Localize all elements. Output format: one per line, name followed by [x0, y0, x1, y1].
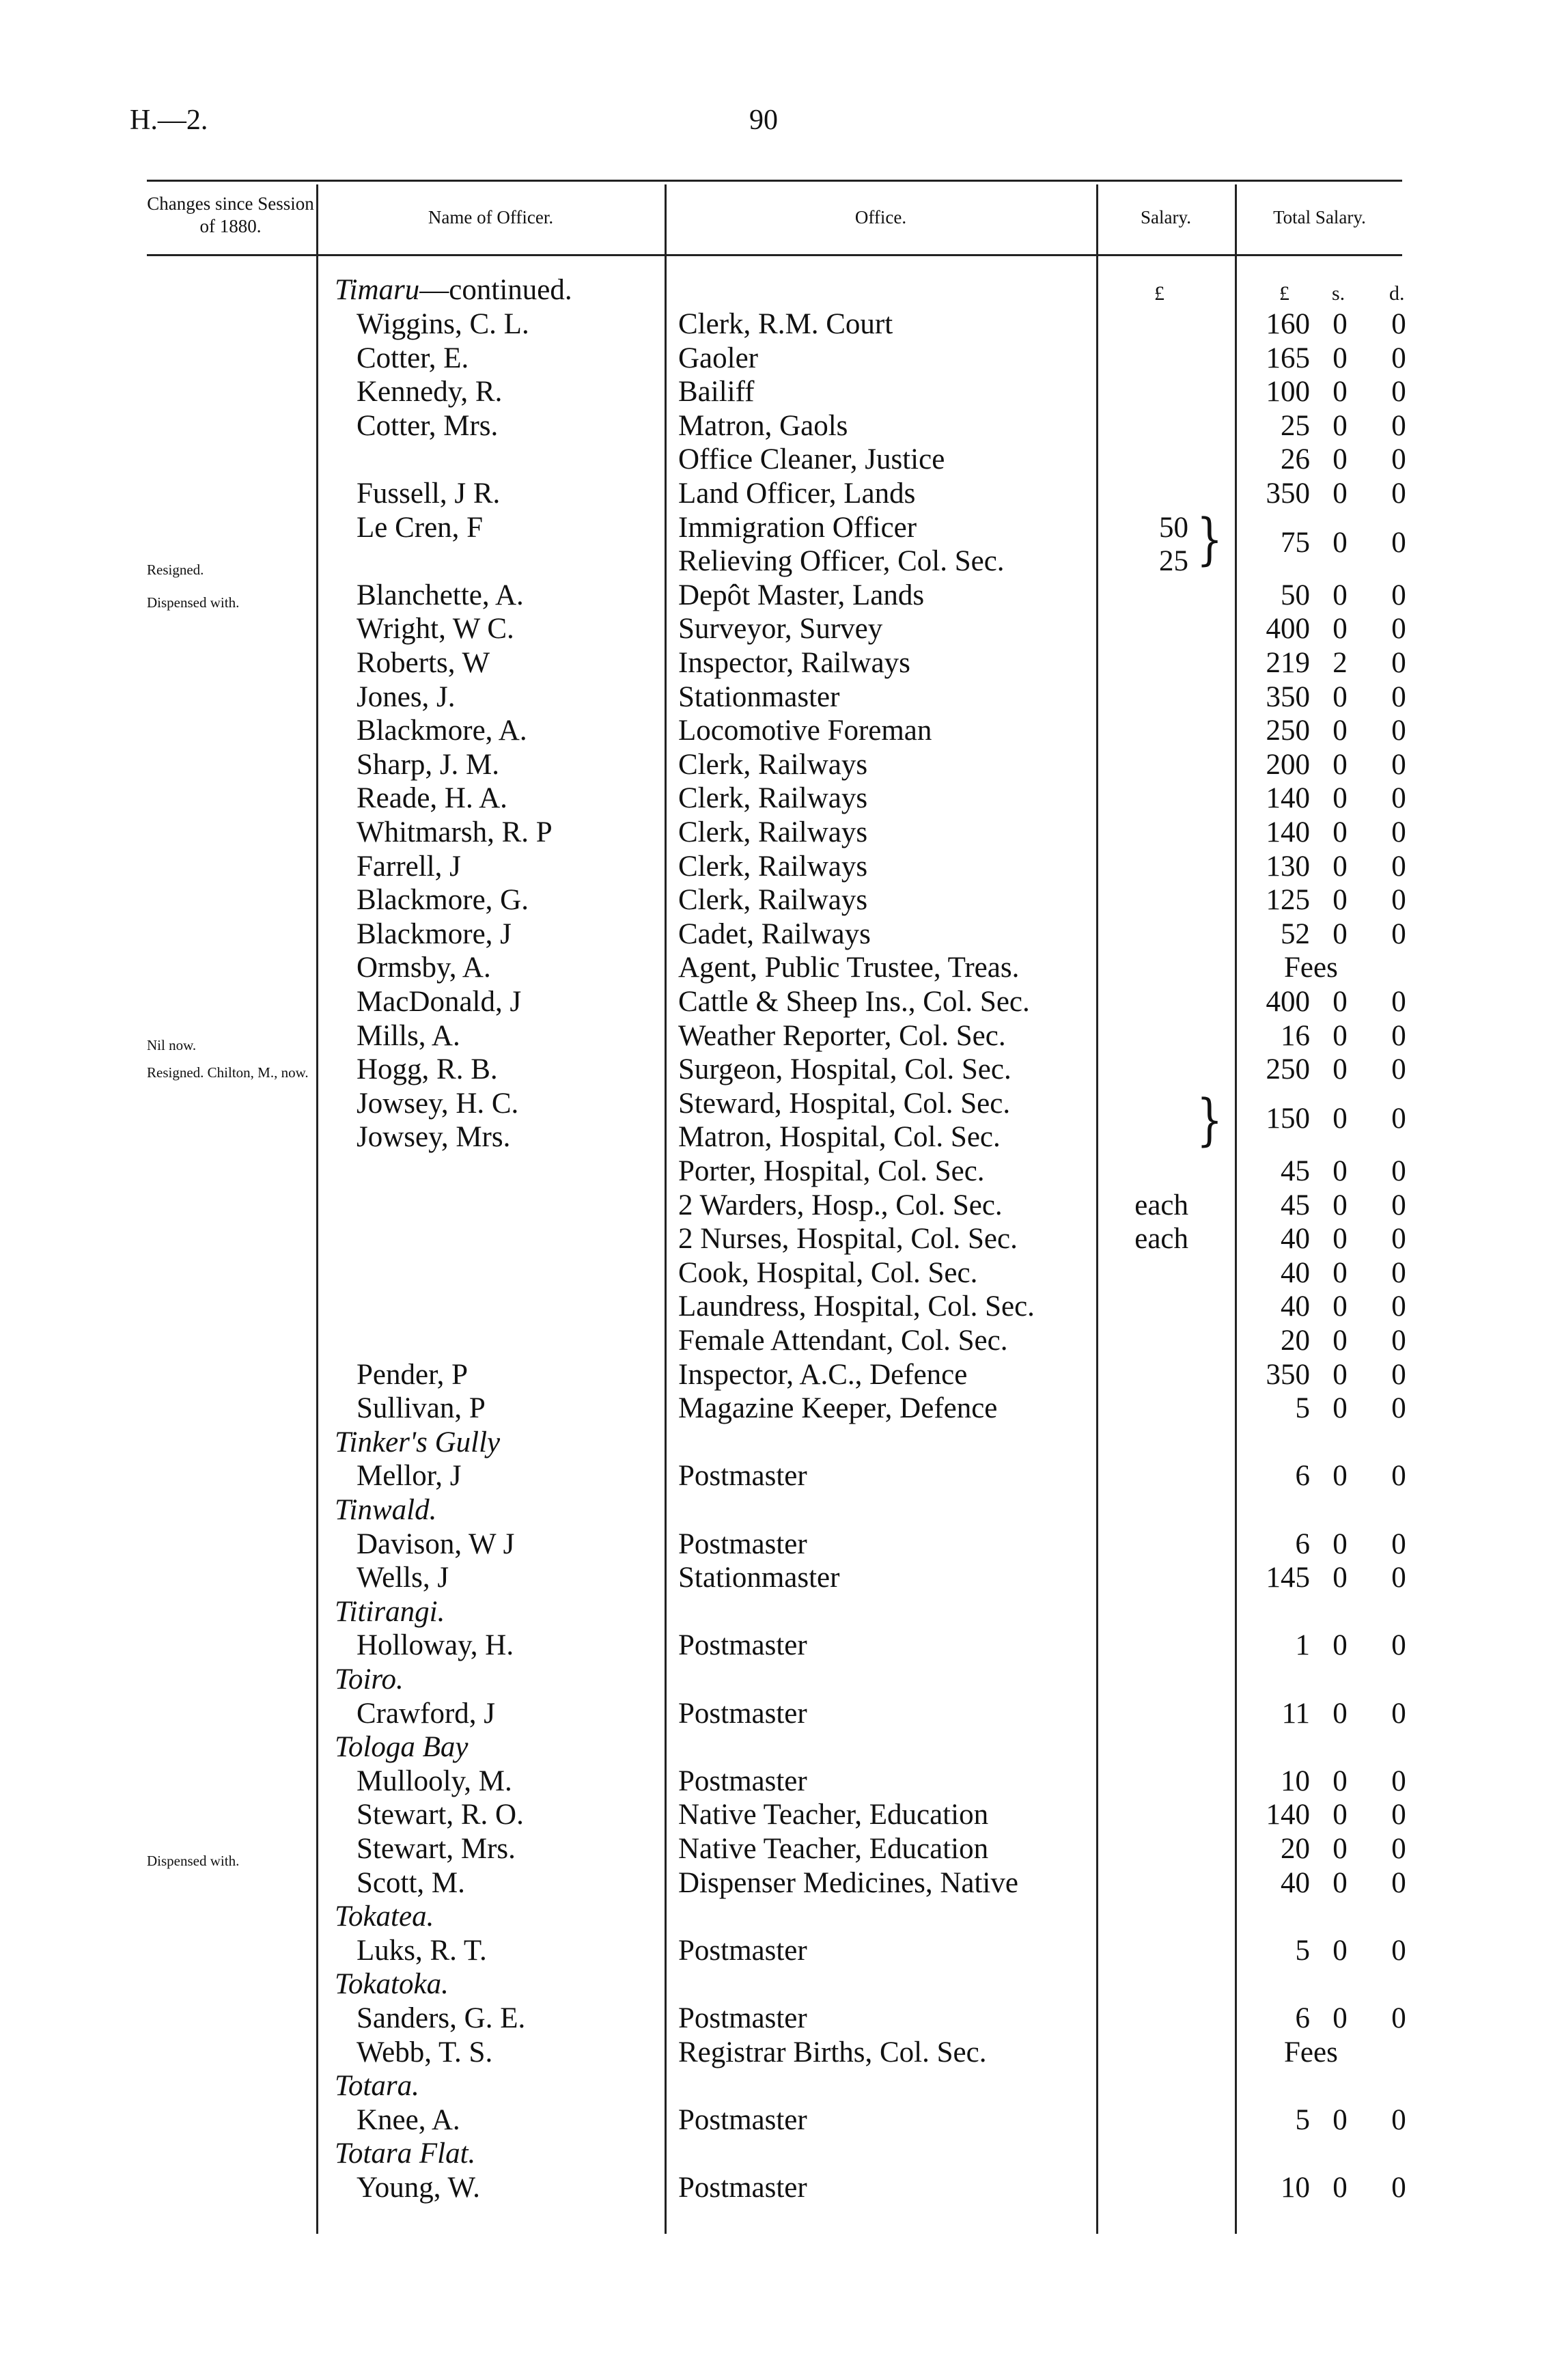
office-title: Matron, Hospital, Col. Sec. [678, 1121, 1001, 1153]
officer-name: Wells, J [357, 1562, 449, 1594]
office-title: Cadet, Railways [678, 918, 871, 950]
location-heading: Tinker's Gully [335, 1426, 501, 1458]
office-title: Postmaster [678, 1765, 807, 1797]
total-pounds: 219 [1266, 647, 1310, 679]
total-pounds: 5 [1295, 2104, 1310, 2136]
officer-name: Blackmore, J [357, 918, 512, 950]
total-pence: 0 [1391, 376, 1406, 408]
total-shillings: 0 [1332, 1562, 1348, 1594]
total-pence: 0 [1391, 342, 1406, 374]
office-title: Land Officer, Lands [678, 478, 916, 510]
total-pounds: 10 [1281, 2172, 1310, 2204]
total-pounds: 350 [1266, 681, 1310, 713]
total-pence: 0 [1391, 2172, 1406, 2204]
officer-name: Mills, A. [357, 1020, 460, 1052]
total-shillings: 0 [1332, 1053, 1348, 1085]
location-suffix: —continued. [419, 274, 572, 306]
office-title: Stationmaster [678, 681, 840, 713]
total-pounds: 200 [1266, 749, 1310, 781]
officer-name: Reade, H. A. [357, 782, 507, 814]
total-pounds: 250 [1266, 715, 1310, 747]
total-pounds: 5 [1295, 1392, 1310, 1424]
brace-le-cren: } [1197, 507, 1223, 572]
total-pounds: 40 [1281, 1223, 1310, 1255]
location-heading: Tinwald. [335, 1494, 437, 1526]
total-pounds: 350 [1266, 1359, 1310, 1391]
officer-name: Luks, R. T. [357, 1935, 487, 1967]
total-pence: 0 [1391, 1359, 1406, 1391]
total-pence: 0 [1391, 443, 1406, 475]
total-fees: Fees [1284, 2036, 1338, 2068]
total-shillings: 0 [1332, 715, 1348, 747]
total-pence: 0 [1391, 2104, 1406, 2136]
note-resigned-chilton: Resigned. Chilton, M., now. [147, 1064, 309, 1081]
office-title: Postmaster [678, 2172, 807, 2204]
total-pounds: 125 [1266, 884, 1310, 916]
total-shillings: 0 [1332, 527, 1348, 559]
total-pounds: 250 [1266, 1053, 1310, 1085]
total-pence: 0 [1391, 1290, 1406, 1323]
total-pence: 0 [1391, 681, 1406, 713]
col-rule-1 [316, 184, 318, 2234]
total-pounds: 20 [1281, 1833, 1310, 1865]
total-pounds: 75 [1281, 527, 1310, 559]
total-shillings: 0 [1332, 1290, 1348, 1323]
total-pounds: 11 [1281, 1698, 1310, 1730]
total-pounds: 26 [1281, 443, 1310, 475]
office-title: Postmaster [678, 1528, 807, 1560]
office-title: Surgeon, Hospital, Col. Sec. [678, 1053, 1011, 1085]
officer-name: Jowsey, Mrs. [357, 1121, 511, 1153]
total-pence: 0 [1391, 308, 1406, 340]
header-name: Name of Officer. [428, 207, 554, 227]
total-shillings: 0 [1332, 1189, 1348, 1221]
total-pounds: 45 [1281, 1155, 1310, 1187]
total-shillings: 0 [1332, 884, 1348, 916]
col-rule-3 [1096, 184, 1098, 2234]
office-title: Office Cleaner, Justice [678, 443, 945, 475]
note-dispensed-with-2: Dispensed with. [147, 1853, 240, 1869]
officer-name: Blackmore, G. [357, 884, 529, 916]
total-pounds: 40 [1281, 1290, 1310, 1323]
total-shillings: 0 [1332, 478, 1348, 510]
unit-total-pound: £ [1279, 282, 1289, 305]
office-title: Inspector, Railways [678, 647, 910, 679]
total-pence: 0 [1391, 1103, 1406, 1135]
total-pounds: 145 [1266, 1562, 1310, 1594]
office-title: Clerk, Railways [678, 782, 868, 814]
unit-pence: d. [1389, 282, 1405, 305]
location-heading: Toiro. [335, 1663, 404, 1696]
total-pence: 0 [1391, 2002, 1406, 2034]
total-pence: 0 [1391, 918, 1406, 950]
note-resigned: Resigned. [147, 562, 204, 578]
total-pence: 0 [1391, 749, 1406, 781]
total-shillings: 0 [1332, 681, 1348, 713]
office-title: Agent, Public Trustee, Treas. [678, 952, 1020, 984]
total-pounds: 6 [1295, 2002, 1310, 2034]
total-pence: 0 [1391, 1935, 1406, 1967]
total-pounds: 52 [1281, 918, 1310, 950]
officer-name: Stewart, R. O. [357, 1799, 524, 1831]
total-pounds: 350 [1266, 478, 1310, 510]
total-pounds: 10 [1281, 1765, 1310, 1797]
office-title: Cattle & Sheep Ins., Col. Sec. [678, 986, 1030, 1018]
officer-name: Le Cren, F [357, 512, 484, 544]
office-title: Clerk, Railways [678, 850, 868, 883]
officer-name: Young, W. [357, 2172, 480, 2204]
total-pence: 0 [1391, 1053, 1406, 1085]
officer-name: Webb, T. S. [357, 2036, 493, 2068]
total-shillings: 0 [1332, 443, 1348, 475]
total-shillings: 0 [1332, 918, 1348, 950]
total-shillings: 0 [1332, 1155, 1348, 1187]
officer-name: Knee, A. [357, 2104, 460, 2136]
total-pence: 0 [1391, 1257, 1406, 1289]
officer-name: Hogg, R. B. [357, 1053, 498, 1085]
officer-name: Holloway, H. [357, 1629, 514, 1661]
total-pence: 0 [1391, 1460, 1406, 1492]
total-pounds: 400 [1266, 986, 1310, 1018]
total-pence: 0 [1391, 986, 1406, 1018]
total-pence: 0 [1391, 579, 1406, 611]
office-title: Gaoler [678, 342, 758, 374]
col-rule-4 [1235, 184, 1237, 2234]
salary-value: each [1134, 1223, 1188, 1255]
page-ref: H.—2. [130, 105, 208, 136]
total-shillings: 0 [1332, 986, 1348, 1018]
officer-name: Crawford, J [357, 1698, 496, 1730]
total-shillings: 0 [1332, 1020, 1348, 1052]
total-pence: 0 [1391, 816, 1406, 848]
total-shillings: 0 [1332, 376, 1348, 408]
total-pounds: 16 [1281, 1020, 1310, 1052]
total-pence: 0 [1391, 1765, 1406, 1797]
officer-name: Mellor, J [357, 1460, 462, 1492]
total-shillings: 0 [1332, 1935, 1348, 1967]
salary-value: 50 [1159, 512, 1188, 544]
total-pence: 0 [1391, 527, 1406, 559]
office-title: Immigration Officer [678, 512, 917, 544]
office-title: Clerk, Railways [678, 816, 868, 848]
total-pounds: 40 [1281, 1257, 1310, 1289]
officer-name: Cotter, Mrs. [357, 410, 499, 442]
office-title: Magazine Keeper, Defence [678, 1392, 998, 1424]
total-pence: 0 [1391, 478, 1406, 510]
location-heading: Tologa Bay [335, 1731, 469, 1763]
total-pounds: 5 [1295, 1935, 1310, 1967]
note-dispensed-with: Dispensed with. [147, 594, 240, 611]
total-pence: 0 [1391, 1325, 1406, 1357]
office-title: Native Teacher, Education [678, 1833, 989, 1865]
total-fees: Fees [1284, 952, 1338, 984]
office-title: Postmaster [678, 2104, 807, 2136]
total-pence: 0 [1391, 1392, 1406, 1424]
total-pounds: 40 [1281, 1867, 1310, 1899]
total-pence: 0 [1391, 715, 1406, 747]
header-total: Total Salary. [1273, 207, 1366, 227]
location-heading: Totara. [335, 2070, 419, 2102]
unit-salary-pound: £ [1154, 282, 1164, 305]
officer-name: Wiggins, C. L. [357, 308, 529, 340]
total-shillings: 0 [1332, 1257, 1348, 1289]
officer-name: Blackmore, A. [357, 715, 527, 747]
total-pounds: 160 [1266, 308, 1310, 340]
total-pence: 0 [1391, 1189, 1406, 1221]
office-title: Porter, Hospital, Col. Sec. [678, 1155, 985, 1187]
location-name: Timaru [335, 274, 420, 306]
officer-name: Fussell, J R. [357, 478, 501, 510]
office-title: Dispenser Medicines, Native [678, 1867, 1018, 1899]
total-pence: 0 [1391, 1833, 1406, 1865]
note-nil-now: Nil now. [147, 1037, 197, 1053]
header-bottom-rule [147, 254, 1402, 256]
total-shillings: 0 [1332, 782, 1348, 814]
location-heading: Tokatoka. [335, 1968, 449, 2000]
officer-name: Davison, W J [357, 1528, 515, 1560]
total-shillings: 0 [1332, 1833, 1348, 1865]
office-title: Depôt Master, Lands [678, 579, 925, 611]
page-number: 90 [749, 105, 778, 136]
total-shillings: 0 [1332, 749, 1348, 781]
officer-name: Pender, P [357, 1359, 469, 1391]
office-title: Postmaster [678, 1698, 807, 1730]
total-pounds: 45 [1281, 1189, 1310, 1221]
officer-name: Sanders, G. E. [357, 2002, 526, 2034]
total-shillings: 0 [1332, 1359, 1348, 1391]
total-shillings: 0 [1332, 1460, 1348, 1492]
total-shillings: 0 [1332, 1223, 1348, 1255]
total-pounds: 6 [1295, 1460, 1310, 1492]
total-shillings: 0 [1332, 1103, 1348, 1135]
officer-name: Blanchette, A. [357, 579, 524, 611]
total-shillings: 0 [1332, 342, 1348, 374]
total-shillings: 0 [1332, 579, 1348, 611]
office-title: 2 Warders, Hosp., Col. Sec. [678, 1189, 1003, 1221]
total-pounds: 50 [1281, 579, 1310, 611]
total-shillings: 0 [1332, 816, 1348, 848]
total-pounds: 20 [1281, 1325, 1310, 1357]
total-shillings: 0 [1332, 613, 1348, 645]
total-shillings: 0 [1332, 1799, 1348, 1831]
total-shillings: 0 [1332, 1392, 1348, 1424]
location-heading: Totara Flat. [335, 2137, 476, 2170]
total-shillings: 0 [1332, 2104, 1348, 2136]
office-title: 2 Nurses, Hospital, Col. Sec. [678, 1223, 1018, 1255]
total-pence: 0 [1391, 782, 1406, 814]
officer-name: Jowsey, H. C. [357, 1088, 519, 1120]
office-title: Steward, Hospital, Col. Sec. [678, 1088, 1011, 1120]
col-rule-2 [665, 184, 667, 2234]
officer-name: Farrell, J [357, 850, 461, 883]
total-pence: 0 [1391, 1698, 1406, 1730]
total-pence: 0 [1391, 1799, 1406, 1831]
office-title: Stationmaster [678, 1562, 840, 1594]
total-pence: 0 [1391, 850, 1406, 883]
total-shillings: 0 [1332, 850, 1348, 883]
total-pounds: 140 [1266, 782, 1310, 814]
office-title: Postmaster [678, 1935, 807, 1967]
office-title: Cook, Hospital, Col. Sec. [678, 1257, 978, 1289]
office-title: Weather Reporter, Col. Sec. [678, 1020, 1006, 1052]
total-pence: 0 [1391, 410, 1406, 442]
office-title: Laundress, Hospital, Col. Sec. [678, 1290, 1035, 1323]
total-pence: 0 [1391, 1629, 1406, 1661]
office-title: Postmaster [678, 1460, 807, 1492]
salary-value: 25 [1159, 545, 1188, 577]
total-pence: 0 [1391, 884, 1406, 916]
officer-name: Scott, M. [357, 1867, 465, 1899]
office-title: Female Attendant, Col. Sec. [678, 1325, 1008, 1357]
office-title: Clerk, Railways [678, 884, 868, 916]
total-pence: 0 [1391, 1867, 1406, 1899]
total-pounds: 140 [1266, 1799, 1310, 1831]
office-title: Clerk, R.M. Court [678, 308, 893, 340]
office-title: Bailiff [678, 376, 755, 408]
office-title: Native Teacher, Education [678, 1799, 989, 1831]
office-title: Registrar Births, Col. Sec. [678, 2036, 987, 2068]
total-pence: 0 [1391, 613, 1406, 645]
unit-shillings: s. [1332, 282, 1345, 305]
total-shillings: 0 [1332, 1698, 1348, 1730]
total-pounds: 25 [1281, 410, 1310, 442]
total-shillings: 2 [1332, 647, 1348, 679]
office-title: Clerk, Railways [678, 749, 868, 781]
total-pence: 0 [1391, 1155, 1406, 1187]
officer-name: Wright, W C. [357, 613, 514, 645]
header-office: Office. [854, 207, 907, 227]
total-pence: 0 [1391, 1223, 1406, 1255]
total-shillings: 0 [1332, 1765, 1348, 1797]
total-pounds: 130 [1266, 850, 1310, 883]
location-heading: Titirangi. [335, 1596, 445, 1628]
office-title: Inspector, A.C., Defence [678, 1359, 968, 1391]
location-heading: Tokatea. [335, 1900, 434, 1933]
brace-jowsey: } [1197, 1088, 1223, 1153]
office-title: Relieving Officer, Col. Sec. [678, 545, 1005, 577]
total-pounds: 400 [1266, 613, 1310, 645]
officer-name: Cotter, E. [357, 342, 469, 374]
officer-name: Roberts, W [357, 647, 490, 679]
total-shillings: 0 [1332, 1629, 1348, 1661]
officer-name: Jones, J. [357, 681, 456, 713]
office-title: Postmaster [678, 2002, 807, 2034]
header-salary: Salary. [1141, 207, 1191, 227]
total-shillings: 0 [1332, 1867, 1348, 1899]
office-title: Postmaster [678, 1629, 807, 1661]
total-pounds: 165 [1266, 342, 1310, 374]
office-title: Matron, Gaols [678, 410, 848, 442]
office-title: Locomotive Foreman [678, 715, 932, 747]
officer-name: MacDonald, J [357, 986, 522, 1018]
header-changes: Changes since Session of 1880. [147, 193, 314, 236]
total-pounds: 6 [1295, 1528, 1310, 1560]
header-top-rule [147, 180, 1402, 182]
total-pence: 0 [1391, 1020, 1406, 1052]
location-heading [335, 273, 572, 307]
total-shillings: 0 [1332, 1325, 1348, 1357]
total-shillings: 0 [1332, 1528, 1348, 1560]
officer-name: Stewart, Mrs. [357, 1833, 516, 1865]
officer-name: Ormsby, A. [357, 952, 491, 984]
total-pounds: 140 [1266, 816, 1310, 848]
office-title: Surveyor, Survey [678, 613, 883, 645]
total-pence: 0 [1391, 1528, 1406, 1560]
total-shillings: 0 [1332, 2002, 1348, 2034]
officer-name: Whitmarsh, R. P [357, 816, 553, 848]
officer-name: Mullooly, M. [357, 1765, 512, 1797]
officer-name: Sharp, J. M. [357, 749, 500, 781]
total-pounds: 100 [1266, 376, 1310, 408]
total-pence: 0 [1391, 1562, 1406, 1594]
total-shillings: 0 [1332, 410, 1348, 442]
officer-name: Kennedy, R. [357, 376, 503, 408]
salary-value: each [1134, 1189, 1188, 1221]
total-pence: 0 [1391, 647, 1406, 679]
total-shillings: 0 [1332, 308, 1348, 340]
total-pounds: 150 [1266, 1103, 1310, 1135]
officer-name: Sullivan, P [357, 1392, 486, 1424]
total-shillings: 0 [1332, 2172, 1348, 2204]
total-pounds: 1 [1295, 1629, 1310, 1661]
